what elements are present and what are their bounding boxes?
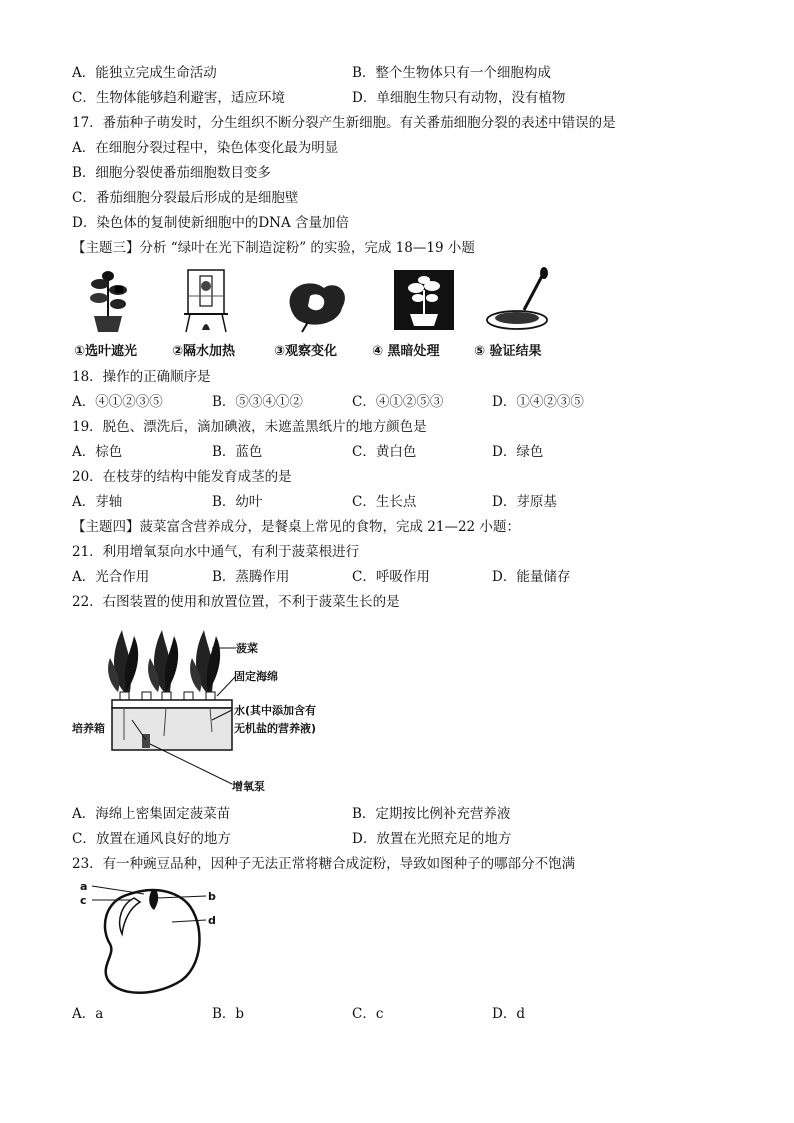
spinach-plant-icon: [190, 630, 220, 692]
water-bath-icon: [184, 270, 228, 332]
label-sponge: 固定海绵: [234, 670, 278, 683]
q18-option-a: A．④①②③⑤: [72, 394, 163, 410]
pea-seed-figure: [72, 880, 242, 1000]
step-1-caption: ①选叶遮光: [74, 344, 138, 359]
leaf-icon: [290, 283, 345, 332]
q16-option-b: B．整个生物体只有一个细胞构成: [352, 65, 551, 81]
step-3-caption: ③观察变化: [274, 344, 338, 359]
label-spinach: 菠菜: [236, 642, 258, 655]
step-4-caption: ④ 黑暗处理: [372, 344, 440, 359]
q22-option-c: C．放置在通风良好的地方: [72, 831, 231, 847]
spinach-plant-icon: [108, 630, 138, 692]
theme4-intro: 【主题四】菠菜富含营养成分，是餐桌上常见的食物，完成 21—22 小题：: [72, 519, 520, 535]
q19-option-a: A．棕色: [72, 444, 123, 460]
label-water-2: 无机盐的营养液): [234, 722, 317, 735]
label-a: a: [80, 880, 88, 893]
hydroponic-figure: [72, 620, 342, 796]
q17-option-d: D．染色体的复制使新细胞中的DNA 含量加倍: [72, 215, 349, 231]
q21-option-c: C．呼吸作用: [352, 569, 430, 585]
q23-stem: 23．有一种豌豆品种，因种子无法正常将糖合成淀粉，导致如图种子的哪部分不饱满: [72, 856, 576, 872]
pea-seed-drawing: [72, 880, 242, 1000]
q20-option-d: D．芽原基: [492, 494, 557, 510]
seed-plumule: [149, 890, 158, 910]
q17-option-c: C．番茄细胞分裂最后形成的是细胞壁: [72, 190, 299, 206]
label-b: b: [208, 890, 216, 903]
q16-option-c: C．生物体能够趋利避害，适应环境: [72, 90, 285, 106]
potted-plant-icon: [90, 271, 127, 332]
step-2-caption: ②隔水加热: [172, 344, 236, 359]
label-box: 培养箱: [72, 722, 105, 735]
q21-stem: 21．利用增氧泵向水中通气，有利于菠菜根进行: [72, 544, 360, 560]
starch-experiment-figure: [72, 266, 562, 362]
spinach-plant-icon: [148, 630, 178, 692]
q20-option-a: A．芽轴: [72, 494, 123, 510]
step-5-caption: ⑤ 验证结果: [474, 344, 542, 359]
q18-stem: 18．操作的正确顺序是: [72, 369, 211, 385]
q23-option-a: A．a: [72, 1006, 104, 1022]
q20-stem: 20．在枝芽的结构中能发育成茎的是: [72, 469, 292, 485]
dark-box-plant-icon: [394, 270, 454, 330]
label-water-1: 水(其中添加含有: [234, 704, 317, 717]
q21-option-d: D．能量储存: [492, 569, 571, 585]
q22-stem: 22．右图装置的使用和放置位置，不利于菠菜生长的是: [72, 594, 400, 610]
q19-option-c: C．黄白色: [352, 444, 417, 460]
theme3-intro: 【主题三】分析 “绿叶在光下制造淀粉” 的实验，完成 18—19 小题: [72, 240, 475, 256]
q17-option-a: A．在细胞分裂过程中，染色体变化最为明显: [72, 140, 339, 156]
petri-dish-dropper-icon: [487, 267, 548, 329]
q18-option-c: C．④①②⑤③: [352, 394, 444, 410]
q22-option-d: D．放置在光照充足的地方: [352, 831, 512, 847]
q21-option-b: B．蒸腾作用: [212, 569, 290, 585]
q17-stem: 17．番茄种子萌发时，分生组织不断分裂产生新细胞。有关番茄细胞分裂的表述中错误的是: [72, 115, 616, 131]
q23-option-d: D．d: [492, 1006, 525, 1022]
q23-option-b: B．b: [212, 1006, 245, 1022]
q22-option-b: B．定期按比例补充营养液: [352, 806, 511, 822]
q19-option-b: B．蓝色: [212, 444, 263, 460]
label-d: d: [208, 914, 216, 927]
q16-option-a: A．能独立完成生命活动: [72, 65, 217, 81]
q19-option-d: D．绿色: [492, 444, 544, 460]
q19-stem: 19．脱色、漂洗后，滴加碘液，未遮盖黑纸片的地方颜色是: [72, 419, 427, 435]
label-pump: 增氧泵: [232, 780, 265, 793]
q18-option-d: D．①④②③⑤: [492, 394, 584, 410]
q18-option-b: B．⑤③④①②: [212, 394, 303, 410]
q20-option-c: C．生长点: [352, 494, 417, 510]
q22-option-a: A．海绵上密集固定菠菜苗: [72, 806, 231, 822]
q20-option-b: B．幼叶: [212, 494, 263, 510]
q17-option-b: B．细胞分裂使番茄细胞数目变多: [72, 165, 271, 181]
q21-option-a: A．光合作用: [72, 569, 150, 585]
q16-option-d: D．单细胞生物只有动物，没有植物: [352, 90, 566, 106]
label-c: c: [80, 894, 87, 907]
q23-option-c: C．c: [352, 1006, 384, 1022]
